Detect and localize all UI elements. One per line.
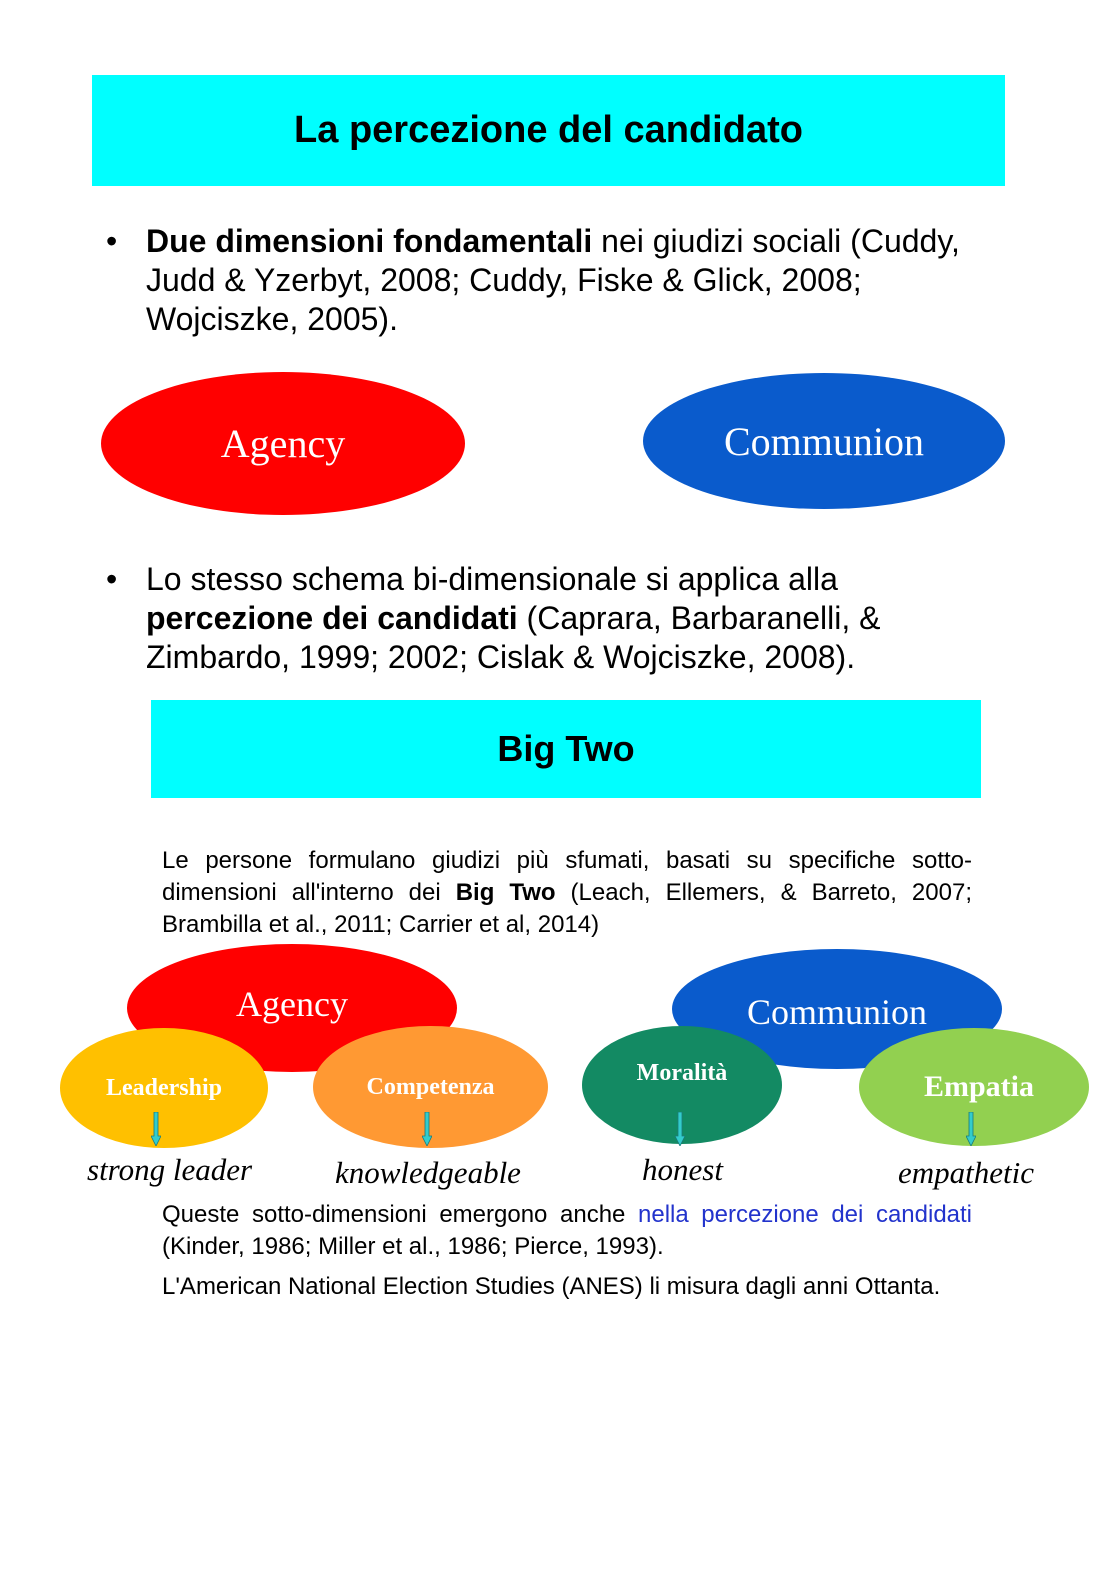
empatia-label: Empatia [923, 1070, 1034, 1103]
para-rest: (Kinder, 1986; Miller et al., 1986; Pierce, 1993). [162, 1233, 664, 1260]
paragraph-candidates [162, 1199, 972, 1263]
bullet-item [106, 560, 1006, 677]
communion-label: Communion [723, 418, 925, 464]
agency-label: Agency [220, 421, 346, 466]
arrow-down-icon [151, 1112, 161, 1146]
communion-main-label: Communion [746, 992, 928, 1032]
big-two-diagram [80, 944, 1056, 1194]
para-rest: (Leach, Ellemers, & Barreto, 2007; Brambilla et al., 2011; Carrier et al, 2014) [162, 879, 972, 938]
bullet-bold: Due dimensioni fondamentali [146, 223, 593, 259]
big-two-banner: Big Two [151, 700, 981, 798]
moralita-label: Moralità [636, 1059, 728, 1086]
communion-ellipse [643, 373, 1005, 509]
page-title: La percezione del candidato [92, 75, 1005, 186]
bullet-icon: • [106, 223, 118, 259]
bullet-text [146, 222, 1006, 339]
bullet-icon: • [106, 561, 118, 597]
para-pre: Queste sotto-dimensioni emergono anche [162, 1201, 638, 1228]
bullet-rest: nei giudizi sociali (Cuddy, Judd & Yzerbyt, 2008; Cuddy, Fiske & Glick, 2008; Wojciszke, 2005). [146, 223, 960, 337]
agency-ellipse [101, 372, 465, 515]
bullet-rest: (Caprara, Barbaranelli, & Zimbardo, 1999; 2002; Cislak & Wojciszke, 2008). [146, 600, 881, 675]
trait-tag: empathetic [898, 1155, 1035, 1190]
arrow-down-icon [422, 1112, 432, 1146]
paragraph-anes: L'American National Election Studies (ANES) li misura dagli anni Ottanta. [162, 1273, 941, 1300]
bullet-text [146, 560, 1006, 677]
trait-tag: strong leader [87, 1152, 253, 1187]
bullet-pre: Lo stesso schema bi-dimensionale si applica alla [146, 561, 838, 597]
arrow-down-icon [966, 1112, 976, 1146]
bullet-bold: percezione dei candidati [146, 600, 518, 636]
arrow-down-icon [675, 1112, 685, 1146]
para-pre: Le persone formulano giudizi più sfumati, basati su specifiche sotto-dimensioni all'interno dei [162, 847, 972, 906]
bullet-item [106, 222, 1006, 339]
leadership-label: Leadership [105, 1074, 222, 1101]
para-highlight: nella percezione dei candidati [638, 1201, 973, 1228]
competenza-label: Competenza [366, 1073, 495, 1100]
trait-tag: honest [642, 1152, 723, 1187]
leadership-ellipse [60, 1028, 268, 1148]
agency-main-label: Agency [236, 984, 348, 1024]
trait-tag: knowledgeable [335, 1155, 521, 1190]
para-bold: Big Two [455, 879, 556, 906]
paragraph-subdimensions [162, 845, 972, 941]
